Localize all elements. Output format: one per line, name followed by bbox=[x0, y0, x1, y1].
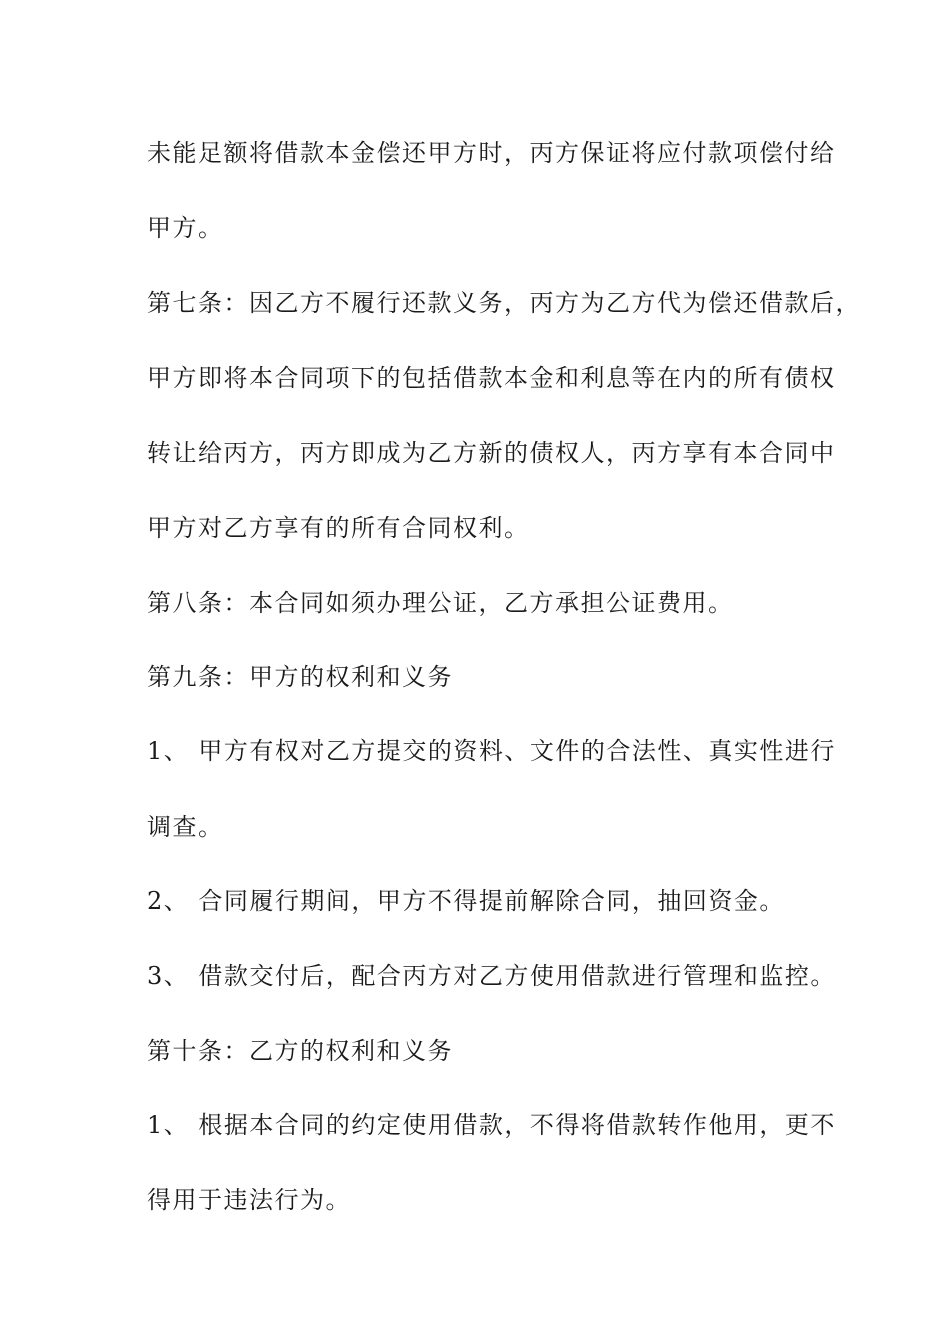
list-item-line: 调查。 bbox=[147, 813, 224, 841]
list-item-line: 1、 甲方有权对乙方提交的资料、文件的合法性、真实性进行 bbox=[147, 737, 836, 765]
list-item-line: 2、 合同履行期间，甲方不得提前解除合同，抽回资金。 bbox=[147, 887, 785, 915]
list-item-line: 3、 借款交付后，配合丙方对乙方使用借款进行管理和监控。 bbox=[147, 962, 836, 990]
article-9-heading: 第九条：甲方的权利和义务 bbox=[147, 663, 453, 691]
paragraph-line: 甲方即将本合同项下的包括借款本金和利息等在内的所有债权 bbox=[147, 364, 836, 392]
paragraph-line: 甲方对乙方享有的所有合同权利。 bbox=[147, 514, 530, 542]
article-10-heading: 第十条：乙方的权利和义务 bbox=[147, 1037, 453, 1065]
article-7-heading-line: 第七条：因乙方不履行还款义务，丙方为乙方代为偿还借款后， bbox=[147, 289, 861, 317]
list-item-line: 得用于违法行为。 bbox=[147, 1186, 351, 1214]
article-8-line: 第八条：本合同如须办理公证，乙方承担公证费用。 bbox=[147, 589, 734, 617]
paragraph-line: 转让给丙方，丙方即成为乙方新的债权人，丙方享有本合同中 bbox=[147, 439, 836, 467]
paragraph-line: 未能足额将借款本金偿还甲方时，丙方保证将应付款项偿付给 bbox=[147, 139, 836, 167]
paragraph-line: 甲方。 bbox=[147, 214, 224, 242]
list-item-line: 1、 根据本合同的约定使用借款，不得将借款转作他用，更不 bbox=[147, 1111, 836, 1139]
